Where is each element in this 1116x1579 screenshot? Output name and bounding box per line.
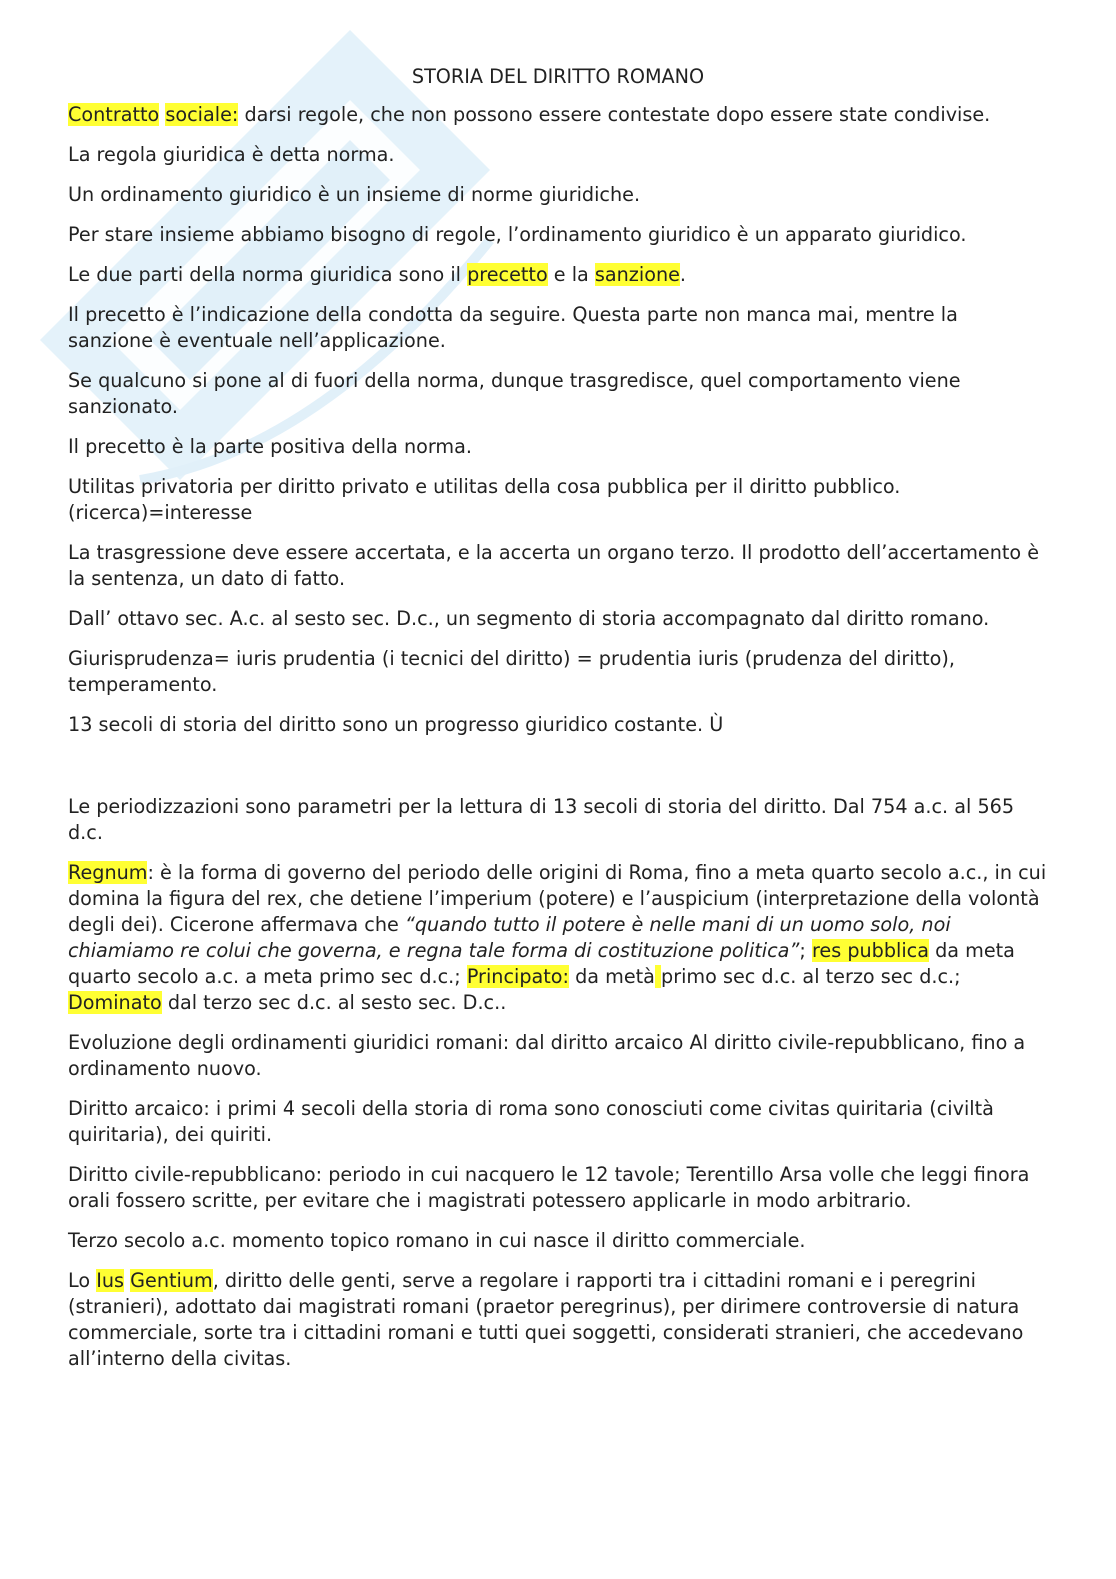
paragraph-utilitas (68, 474, 1048, 526)
paragraph-regola-giuridica: La regola giuridica è detta norma. (68, 143, 395, 166)
highlight-precetto: precetto (467, 263, 548, 286)
highlight-ius: Ius (96, 1269, 125, 1292)
text: da metà (569, 965, 655, 988)
paragraph-13-secoli: 13 secoli di storia del diritto sono un progresso giuridico costante. Ù (68, 713, 724, 736)
text: da meta quarto secolo a.c. a meta primo sec d.c.; (68, 939, 1015, 988)
paragraph-evoluzione: Evoluzione degli ordinamenti giuridici romani: dal diritto arcaico Al diritto civile-repubblicano, fino a ordinamento nuovo. (68, 1031, 1026, 1080)
paragraph-diritto-civile: Diritto civile-repubblicano: periodo in cui nacquero le 12 tavole; Terentillo Arsa volle che leggi finora orali fossero scritte, per evitare che i magistrati potessero applicarle in modo arbitrario. (68, 1163, 1030, 1212)
text: e la (547, 263, 595, 286)
highlight-res-pubblica: res pubblica (811, 939, 929, 962)
paragraph-ottavo-sec: Dall’ ottavo sec. A.c. al sesto sec. D.c., un segmento di storia accompagnato dal diritto romano. (68, 607, 990, 630)
text: darsi regole, che non possono essere contestate dopo essere state condivise. (238, 103, 991, 126)
paragraph-stare-insieme: Per stare insieme abbiamo bisogno di regole, l’ordinamento giuridico è un apparato giuridico. (68, 223, 967, 246)
paragraph-precetto-indicazione: Il precetto è l’indicazione della condotta da seguire. Questa parte non manca mai, mentre la sanzione è eventuale nell’applicazione. (68, 303, 958, 352)
text: Lo (68, 1269, 97, 1292)
highlight-sociale: sociale: (165, 103, 239, 126)
text: primo sec d.c. al terzo sec d.c.; (661, 965, 961, 988)
text: Le due parti della norma giuridica sono il (68, 263, 468, 286)
text: (ricerca)=interesse (68, 501, 253, 524)
highlight-gentium: Gentium (130, 1269, 213, 1292)
cicero-quote: “quando tutto il potere è nelle mani di un uomo solo, noi chiamiamo re colui che governa, e regna tale forma di costituzione politica” (68, 913, 951, 962)
document-title: STORIA DEL DIRITTO ROMANO (411, 65, 705, 88)
paragraph-terzo-secolo: Terzo secolo a.c. momento topico romano in cui nasce il diritto commerciale. (68, 1229, 806, 1252)
paragraph-ordinamento: Un ordinamento giuridico è un insieme di norme giuridiche. (68, 183, 641, 206)
text: Utilitas privatoria per diritto privato e utilitas della cosa pubblica per il diritto pubblico. (68, 475, 901, 498)
highlight-contratto: Contratto (68, 103, 160, 126)
highlight-dominato: Dominato (68, 991, 162, 1014)
paragraph-diritto-arcaico: Diritto arcaico: i primi 4 secoli della storia di roma sono conosciuti come civitas quiritaria (civiltà quiritaria), dei quiriti. (68, 1097, 994, 1146)
text: . (679, 263, 687, 286)
text: : è la forma di governo del periodo delle origini di Roma, fino a meta quarto secolo a.c., in cui domina la figura del rex, che detiene l’imperium (potere) e l’auspicium (interpretazione della volontà degli dei). Cicerone affermava che (68, 861, 1047, 936)
document-page (68, 64, 1048, 1386)
paragraph-giurisprudenza: Giurisprudenza= iuris prudentia (i tecnici del diritto) = prudentia iuris (prudenza del diritto), temperamento. (68, 647, 956, 696)
highlight-sanzione: sanzione (594, 263, 680, 286)
text: dal terzo sec d.c. al sesto sec. D.c.. (161, 991, 507, 1014)
text: , diritto delle genti, serve a regolare i rapporti tra i cittadini romani e i peregrini (stranieri), adottato dai magistrati romani (praetor peregrinus), per dirimere controversie di natura commerciale, sorte tra i cittadini romani e tutti quei soggetti, considerati stranieri, che accedevano all’interno della civitas. (68, 1269, 1024, 1370)
paragraph-regnum (68, 860, 1048, 1016)
paragraph-trasgressione: La trasgressione deve essere accertata, e la accerta un organo terzo. Il prodotto dell’accertamento è la sentenza, un dato di fatto. (68, 541, 1040, 590)
paragraph-periodizzazioni: Le periodizzazioni sono parametri per la lettura di 13 secoli di storia del diritto. Dal 754 a.c. al 565 d.c. (68, 795, 1015, 844)
highlight-regnum: Regnum (68, 861, 148, 884)
paragraph-parte-positiva: Il precetto è la parte positiva della norma. (68, 435, 472, 458)
text: ; (799, 939, 812, 962)
paragraph-due-parti (68, 262, 1048, 288)
blank-space (68, 752, 1048, 794)
paragraph-contratto-sociale (68, 102, 1048, 128)
highlight-principato: Principato: (466, 965, 569, 988)
paragraph-ius-gentium (68, 1268, 1048, 1372)
paragraph-trasgredisce: Se qualcuno si pone al di fuori della norma, dunque trasgredisce, quel comportamento viene sanzionato. (68, 369, 961, 418)
